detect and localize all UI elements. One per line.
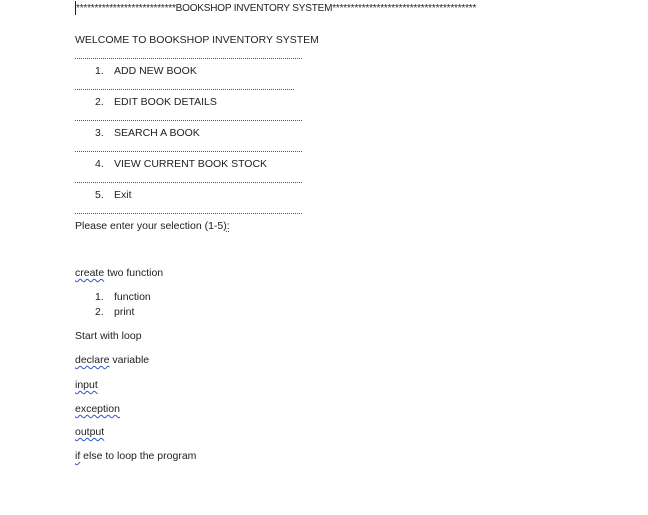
menu-item-view-stock	[95, 157, 267, 171]
note-input	[75, 378, 98, 392]
menu-item-edit-book	[95, 95, 217, 109]
menu-number: 4.	[95, 158, 104, 170]
menu-number: 1.	[95, 65, 104, 77]
welcome-heading: WELCOME TO BOOKSHOP INVENTORY SYSTEM	[75, 34, 319, 46]
spelling-flag: if	[75, 450, 81, 462]
note-declare-variable	[75, 353, 149, 367]
spelling-flag: create	[75, 267, 105, 279]
menu-label: VIEW CURRENT BOOK STOCK	[114, 158, 268, 170]
divider	[75, 120, 302, 121]
title-line: ***************************BOOKSHOP INVENTORY SYSTEM***************************************	[76, 3, 477, 14]
divider	[75, 151, 302, 152]
list-item-function	[95, 290, 151, 304]
list-number: 2.	[95, 306, 104, 318]
divider	[75, 182, 302, 183]
note-create-functions	[75, 266, 163, 280]
spelling-flag: exception	[75, 403, 120, 415]
note-exception	[75, 402, 120, 416]
spelling-flag: declare	[75, 354, 110, 366]
menu-number: 2.	[95, 96, 104, 108]
list-label: function	[114, 291, 151, 303]
divider	[75, 89, 294, 90]
menu-item-search-book	[95, 126, 200, 140]
list-item-print	[95, 305, 134, 319]
prompt-text: Please enter your selection (1-5)	[75, 220, 227, 232]
note-text: variable	[109, 354, 150, 366]
menu-label: ADD NEW BOOK	[114, 65, 197, 77]
list-number: 1.	[95, 291, 104, 303]
note-text: else to loop the program	[80, 450, 197, 462]
divider	[75, 58, 302, 59]
menu-label: SEARCH A BOOK	[114, 127, 200, 139]
note-if-else	[75, 449, 196, 463]
divider	[75, 213, 302, 214]
note-output	[75, 425, 104, 439]
menu-number: 3.	[95, 127, 104, 139]
spelling-flag: input	[75, 379, 98, 391]
menu-label: Exit	[114, 189, 132, 201]
prompt-tail: :	[226, 220, 230, 232]
menu-number: 5.	[95, 189, 104, 201]
menu-item-add-book	[95, 64, 197, 78]
note-start-loop: Start with loop	[75, 330, 142, 342]
note-text: two function	[104, 267, 164, 279]
list-label: print	[114, 306, 135, 318]
menu-item-exit	[95, 188, 132, 202]
selection-prompt	[75, 219, 230, 233]
menu-label: EDIT BOOK DETAILS	[114, 96, 217, 108]
spelling-flag: output	[75, 426, 105, 438]
